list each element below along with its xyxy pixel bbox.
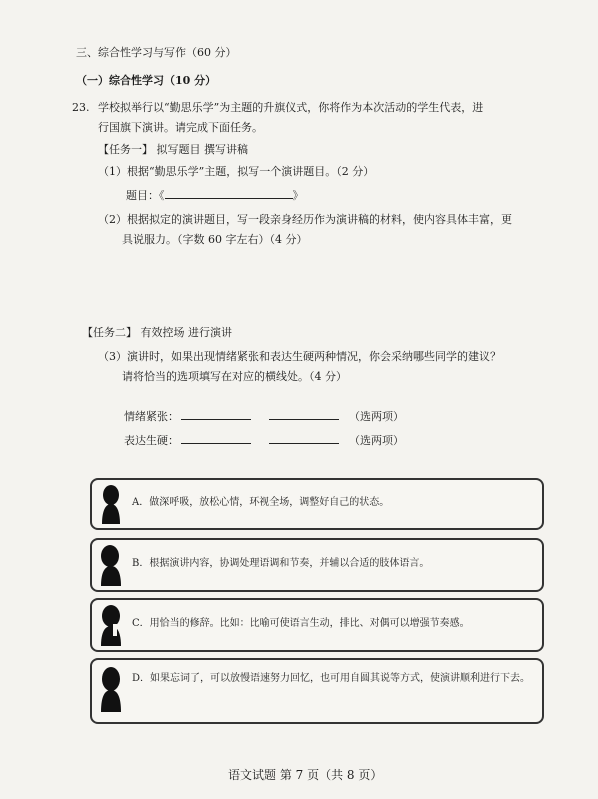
option-b-text: B．根据演讲内容，协调处理语调和节奏，并辅以合适的肢体语言。 (132, 558, 430, 569)
option-d-text: D．如果忘词了，可以放慢语速努力回忆，也可用自圆其说等方式，使演讲顺利进行下去。 (132, 673, 531, 684)
title-label: 题目：《 (126, 189, 165, 202)
option-b-card (90, 538, 544, 592)
title-answer-row (126, 188, 304, 203)
task1-q2-line2: 具说服力。（字数 60 字左右）（4 分） (122, 233, 308, 246)
task1-q1: （1）根据“勤思乐学”主题，拟写一个演讲题目。（2 分） (98, 165, 375, 178)
task2-q3-line1: （3）演讲时，如果出现情绪紧张和表达生硬两种情况，你会采纳哪些同学的建议？ (98, 350, 501, 363)
row-stiff-label: 表达生硬： (124, 434, 179, 447)
question-intro-line2: 行国旗下演讲。请完成下面任务。 (98, 121, 263, 134)
question-number: 23. (72, 101, 90, 114)
person-silhouette-icon (98, 666, 124, 712)
option-a-card (90, 478, 544, 530)
option-d-card (90, 658, 544, 724)
task1-heading: 【任务一】 拟写题目 撰写讲稿 (98, 143, 248, 156)
row-nervous (124, 409, 404, 424)
task1-q2-line1: （2）根据拟定的演讲题目，写一段亲身经历作为演讲稿的材料，使内容具体丰富，更 (98, 213, 512, 226)
option-c-card (90, 598, 544, 652)
task2-heading: 【任务二】 有效控场 进行演讲 (82, 326, 232, 339)
title-close-bracket: 》 (292, 189, 304, 202)
section-subtitle: （一）综合性学习（10 分） (76, 74, 217, 87)
task2-q3-line2: 请将恰当的选项填写在对应的横线处。（4 分） (122, 370, 347, 383)
row-stiff (124, 433, 404, 448)
person-silhouette-icon (98, 484, 124, 524)
person-silhouette-icon (98, 604, 124, 646)
section-title: 三、综合性学习与写作（60 分） (76, 46, 237, 59)
nervous-blank-1[interactable] (181, 409, 251, 420)
stiff-blank-1[interactable] (181, 433, 251, 444)
row-stiff-choose-two: （选两项） (349, 434, 404, 447)
page-footer: 语文试题 第 7 页（共 8 页） (228, 768, 383, 782)
option-a-text: A．做深呼吸，放松心情，环视全场，调整好自己的状态。 (132, 497, 390, 508)
row-nervous-choose-two: （选两项） (349, 410, 404, 423)
title-answer-blank[interactable] (165, 188, 293, 199)
person-silhouette-icon (98, 544, 124, 586)
stiff-blank-2[interactable] (269, 433, 339, 444)
nervous-blank-2[interactable] (269, 409, 339, 420)
option-c-text: C．用恰当的修辞。比如：比喻可使语言生动，排比、对偶可以增强节奏感。 (132, 618, 470, 629)
question-intro-line1: 学校拟举行以“勤思乐学”为主题的升旗仪式，你将作为本次活动的学生代表，进 (98, 101, 484, 114)
row-nervous-label: 情绪紧张： (124, 410, 179, 423)
